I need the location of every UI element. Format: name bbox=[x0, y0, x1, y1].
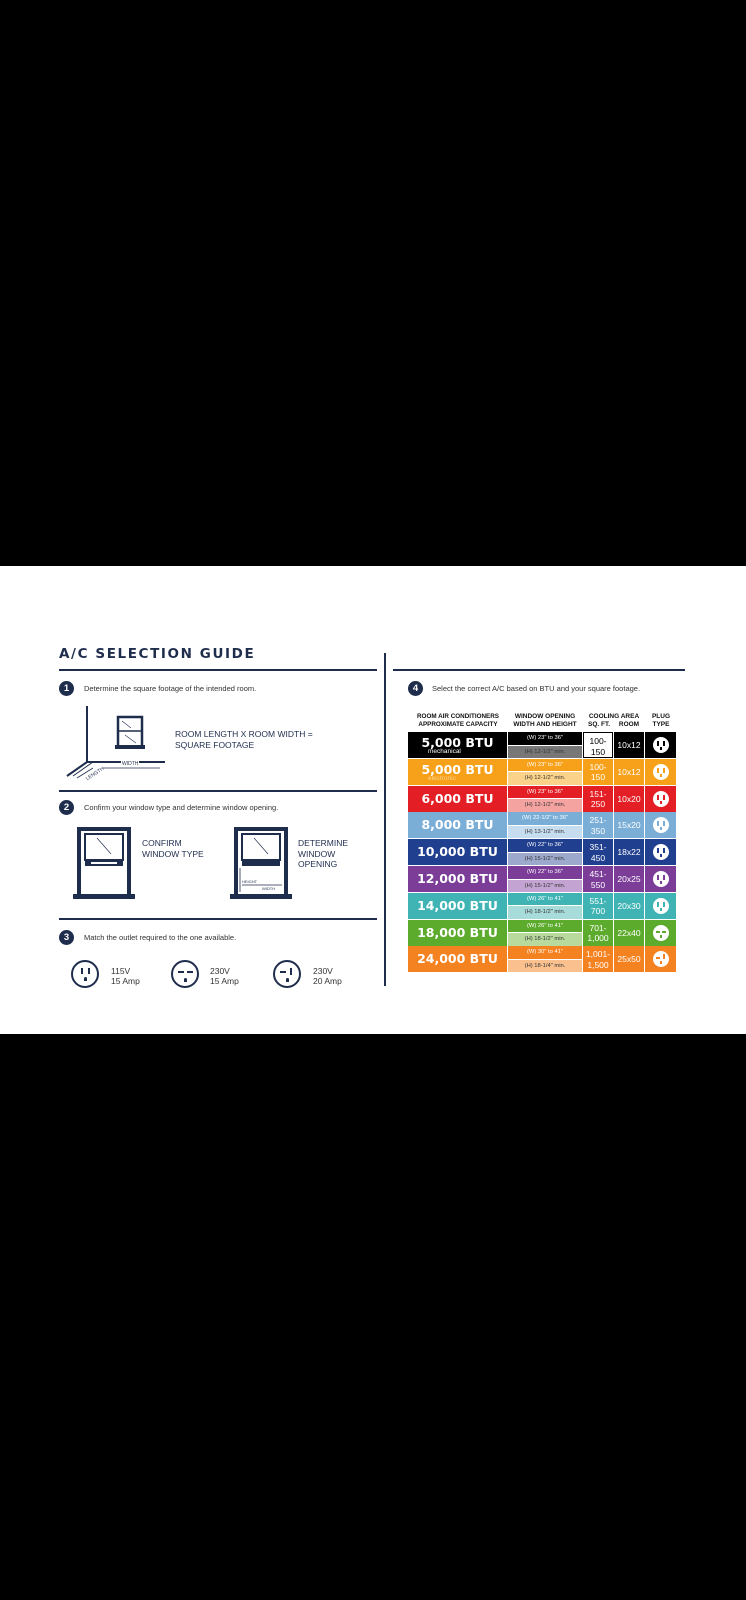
outlet-2-voltage: 230V bbox=[210, 966, 230, 976]
outlet-230v-15a-icon bbox=[653, 925, 669, 941]
table-row bbox=[408, 920, 676, 946]
btu-cell bbox=[408, 812, 507, 838]
plug-type-cell bbox=[645, 812, 676, 838]
window-opening-cell bbox=[508, 920, 582, 946]
window-width-label: WIDTH bbox=[262, 886, 276, 891]
table-row bbox=[408, 946, 676, 972]
window-opening-icon bbox=[230, 824, 292, 900]
outlet-1-amp: 15 Amp bbox=[111, 976, 140, 986]
outlet-3-voltage: 230V bbox=[313, 966, 333, 976]
window-opening-cell bbox=[508, 759, 582, 785]
room-corner-illustration bbox=[65, 700, 175, 783]
btu-value: 5,000 BTU bbox=[421, 735, 494, 750]
btu-value: 14,000 BTU bbox=[417, 897, 498, 913]
window-height-min: (H) 18-1/4" min. bbox=[508, 960, 582, 973]
outlet-230v-20a-icon bbox=[653, 951, 669, 967]
step-1-text: Determine the square footage of the intended room. bbox=[84, 684, 257, 693]
room-size-cell: 20x25 bbox=[614, 866, 644, 892]
room-formula-text: ROOM LENGTH X ROOM WIDTH = SQUARE FOOTAGE bbox=[175, 729, 313, 750]
outlet-115v-icon bbox=[653, 817, 669, 833]
window-width-range: (W) 22-1/2" to 36" bbox=[508, 812, 582, 825]
table-row bbox=[408, 893, 676, 919]
step-2-divider bbox=[59, 918, 377, 920]
window-height-min: (H) 13-1/2" min. bbox=[508, 826, 582, 839]
title-divider bbox=[59, 669, 377, 671]
room-width-label: WIDTH bbox=[122, 761, 139, 767]
window-width-range: (W) 22" to 36" bbox=[508, 839, 582, 852]
header-capacity: ROOM AIR CONDITIONERS APPROXIMATE CAPACITY bbox=[417, 713, 499, 728]
window-height-min: (H) 18-1/2" min. bbox=[508, 933, 582, 946]
window-opening-cell bbox=[508, 839, 582, 865]
btu-value: 18,000 BTU bbox=[417, 924, 498, 940]
step-3-number: 3 bbox=[59, 930, 74, 945]
window-width-range: (W) 23" to 36" bbox=[508, 786, 582, 799]
square-feet-cell: 551- 700 bbox=[583, 893, 613, 919]
room-size-cell: 22x40 bbox=[614, 920, 644, 946]
square-feet-cell: 451- 550 bbox=[583, 866, 613, 892]
outlet-115v-icon bbox=[653, 764, 669, 780]
btu-cell bbox=[408, 920, 507, 946]
square-feet-cell: 100- 150 bbox=[583, 732, 613, 758]
square-feet-cell: 1,001- 1,500 bbox=[583, 946, 613, 972]
window-height-min: (H) 15-1/2" min. bbox=[508, 853, 582, 866]
header-room: ROOM bbox=[618, 721, 640, 728]
window-opening-cell bbox=[508, 812, 582, 838]
square-feet-cell: 351- 450 bbox=[583, 839, 613, 865]
plug-type-cell bbox=[645, 893, 676, 919]
plug-type-cell bbox=[645, 920, 676, 946]
btu-value: 12,000 BTU bbox=[417, 871, 498, 886]
outlet-115v-icon bbox=[653, 844, 669, 860]
room-size-cell: 15x20 bbox=[614, 812, 644, 838]
square-feet-cell: 251- 350 bbox=[583, 812, 613, 838]
btu-cell bbox=[408, 866, 507, 892]
window-height-min: (H) 12-1/2" min. bbox=[508, 799, 582, 812]
header-window-opening: WINDOW OPENING WIDTH AND HEIGHT bbox=[513, 713, 577, 728]
room-size-cell: 18x22 bbox=[614, 839, 644, 865]
btu-cell bbox=[408, 893, 507, 919]
window-width-range: (W) 23" to 36" bbox=[508, 759, 582, 772]
outlet-1-voltage: 115V bbox=[111, 966, 131, 976]
room-size-cell: 10x12 bbox=[614, 759, 644, 785]
square-feet-cell: 100- 150 bbox=[583, 759, 613, 785]
determine-opening-caption: DETERMINE WINDOW OPENING bbox=[298, 838, 349, 869]
btu-value: 24,000 BTU bbox=[417, 951, 498, 967]
outlet-115v-icon bbox=[653, 737, 669, 753]
window-width-range: (W) 23" to 36" bbox=[508, 732, 582, 745]
window-height-label: HEIGHT bbox=[242, 879, 258, 884]
step-4-number: 4 bbox=[408, 681, 423, 696]
btu-cell bbox=[408, 786, 507, 812]
btu-cell bbox=[408, 732, 507, 758]
window-width-range: (W) 22" to 36" bbox=[508, 866, 582, 879]
room-size-cell: 25x50 bbox=[614, 946, 644, 972]
header-cooling-area: COOLING AREA bbox=[588, 713, 640, 720]
table-row bbox=[408, 732, 676, 758]
window-width-range: (W) 30" to 41" bbox=[508, 946, 582, 959]
page-title: A/C SELECTION GUIDE bbox=[59, 646, 256, 662]
room-size-cell: 10x20 bbox=[614, 786, 644, 812]
table-row bbox=[408, 839, 676, 865]
step-1-divider bbox=[59, 790, 377, 792]
btu-cell bbox=[408, 759, 507, 785]
table-row bbox=[408, 759, 676, 785]
room-length-label: LENGTH bbox=[85, 765, 106, 783]
outlet-115v-15a-icon bbox=[71, 960, 99, 988]
window-width-range: (W) 26" to 41" bbox=[508, 920, 582, 933]
window-opening-cell bbox=[508, 946, 582, 972]
btu-value: 10,000 BTU bbox=[417, 844, 498, 860]
square-feet-cell: 701- 1,000 bbox=[583, 920, 613, 946]
outlet-115v-icon bbox=[653, 791, 669, 807]
header-plug-type: PLUG TYPE bbox=[651, 713, 671, 728]
btu-control-type: electronic bbox=[428, 774, 456, 782]
btu-control-type: mechanical bbox=[428, 748, 461, 755]
room-size-cell: 10x12 bbox=[614, 732, 644, 758]
btu-value: 8,000 BTU bbox=[421, 817, 494, 833]
window-width-range: (W) 26" to 41" bbox=[508, 893, 582, 906]
btu-value: 5,000 BTU bbox=[421, 761, 494, 777]
window-opening-cell bbox=[508, 786, 582, 812]
header-sqft: SQ. FT. bbox=[587, 721, 611, 728]
right-top-divider bbox=[393, 669, 685, 671]
window-height-min: (H) 12-1/2" min. bbox=[508, 746, 582, 759]
outlet-3-amp: 20 Amp bbox=[313, 976, 342, 986]
btu-cell bbox=[408, 839, 507, 865]
window-height-min: (H) 15-1/2" min. bbox=[508, 880, 582, 893]
plug-type-cell bbox=[645, 839, 676, 865]
step-2-text: Confirm your window type and determine window opening. bbox=[84, 803, 279, 812]
btu-cell bbox=[408, 946, 507, 972]
plug-type-cell bbox=[645, 946, 676, 972]
outlet-230v-15a-icon bbox=[171, 960, 199, 988]
square-feet-cell: 151- 250 bbox=[583, 786, 613, 812]
window-opening-cell bbox=[508, 893, 582, 919]
plug-type-cell bbox=[645, 732, 676, 758]
confirm-window-caption: CONFIRM WINDOW TYPE bbox=[142, 838, 204, 859]
window-height-min: (H) 18-1/2" min. bbox=[508, 906, 582, 919]
ac-selection-guide bbox=[0, 566, 746, 1034]
outlet-115v-icon bbox=[653, 871, 669, 887]
window-type-icon bbox=[73, 824, 135, 900]
step-1-number: 1 bbox=[59, 681, 74, 696]
window-height-min: (H) 12-1/2" min. bbox=[508, 772, 582, 785]
table-row bbox=[408, 812, 676, 838]
plug-type-cell bbox=[645, 866, 676, 892]
column-divider bbox=[384, 653, 386, 986]
btu-value: 6,000 BTU bbox=[421, 790, 494, 806]
step-4-text: Select the correct A/C based on BTU and your square footage. bbox=[432, 684, 641, 693]
room-size-cell: 20x30 bbox=[614, 893, 644, 919]
step-3-text: Match the outlet required to the one available. bbox=[84, 933, 237, 942]
step-2-number: 2 bbox=[59, 800, 74, 815]
window-opening-cell bbox=[508, 866, 582, 892]
outlet-230v-20a-icon bbox=[273, 960, 301, 988]
table-row bbox=[408, 866, 676, 892]
outlet-115v-icon bbox=[653, 898, 669, 914]
plug-type-cell bbox=[645, 786, 676, 812]
window-opening-cell bbox=[508, 732, 582, 758]
table-row bbox=[408, 786, 676, 812]
plug-type-cell bbox=[645, 759, 676, 785]
outlet-2-amp: 15 Amp bbox=[210, 976, 239, 986]
